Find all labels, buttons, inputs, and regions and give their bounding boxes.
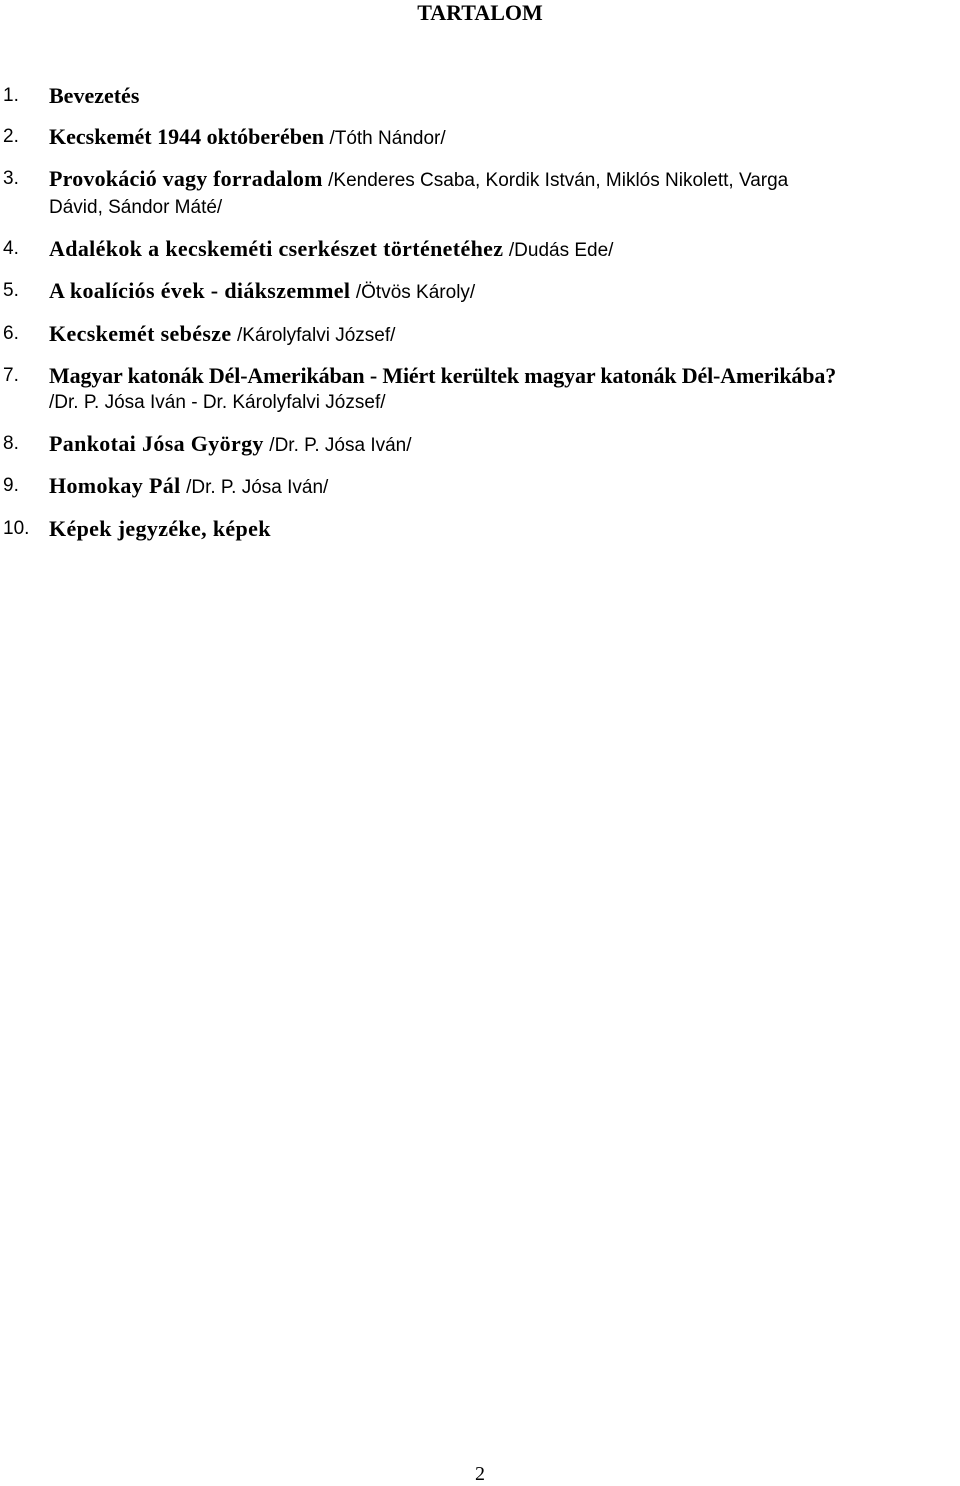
toc-entry-author: /Dudás Ede/ [508, 239, 614, 261]
toc-entry-9[interactable] [0, 472, 960, 501]
toc-entry-4[interactable] [0, 235, 960, 264]
toc-entry-5[interactable] [0, 277, 960, 306]
toc-entry-author: /Károlyfalvi József/ [237, 324, 396, 346]
toc-entry-6[interactable] [0, 320, 960, 349]
toc-entry-8[interactable] [0, 430, 960, 459]
toc-entry-title: Pankotai Jósa György [49, 430, 264, 456]
toc-entry-author: /Dr. P. Jósa Iván/ [186, 477, 329, 498]
toc-entry-title: Képek jegyzéke, képek [49, 515, 271, 541]
toc-entry-author-continued: Dávid, Sándor Máté/ [49, 197, 223, 218]
toc-entry-3[interactable] [0, 165, 960, 221]
toc-entry-author: /Ötvös Károly/ [355, 282, 476, 303]
toc-entry-10[interactable] [0, 515, 960, 542]
toc-entry-number: 4. [3, 237, 19, 259]
toc-entry-number: 8. [3, 432, 19, 454]
toc-entry-number: 6. [3, 322, 19, 344]
toc-entry-title: Kecskemét 1944 októberében [49, 123, 324, 149]
toc-entry-title: Provokáció vagy forradalom [49, 166, 323, 191]
table-of-contents [0, 82, 960, 555]
toc-entry-number: 1. [3, 85, 19, 106]
toc-entry-number: 2. [3, 125, 19, 147]
toc-entry-7[interactable] [0, 362, 960, 416]
toc-entry-author: /Kenderes Csaba, Kordik István, Miklós Nikolett, Varga [328, 170, 789, 191]
toc-entry-number: 9. [3, 475, 19, 496]
toc-entry-author: /Dr. P. Jósa Iván/ [269, 434, 412, 456]
toc-entry-title: Adalékok a kecskeméti cserkészet történetéhez [49, 235, 504, 261]
toc-entry-2[interactable] [0, 123, 960, 152]
toc-entry-number: 10. [3, 517, 30, 539]
toc-entry-title: A koalíciós évek - diákszemmel [49, 278, 351, 303]
page-number: 2 [475, 1463, 485, 1485]
toc-entry-number: 3. [3, 168, 19, 189]
toc-entry-number: 5. [3, 280, 19, 301]
toc-entry-1[interactable] [0, 82, 960, 109]
toc-entry-author: /Tóth Nándor/ [329, 127, 446, 149]
toc-entry-title: Kecskemét sebésze [49, 320, 232, 346]
toc-entry-number: 7. [3, 365, 19, 386]
toc-entry-title: Homokay Pál [49, 473, 181, 498]
page-title: TARTALOM [417, 0, 543, 25]
toc-entry-title: Magyar katonák Dél-Amerikában - Miért kerültek magyar katonák Dél-Amerikába? [49, 363, 837, 388]
toc-entry-title: Bevezetés [49, 83, 140, 108]
toc-entry-author-continued: /Dr. P. Jósa Iván - Dr. Károlyfalvi József/ [49, 392, 386, 413]
